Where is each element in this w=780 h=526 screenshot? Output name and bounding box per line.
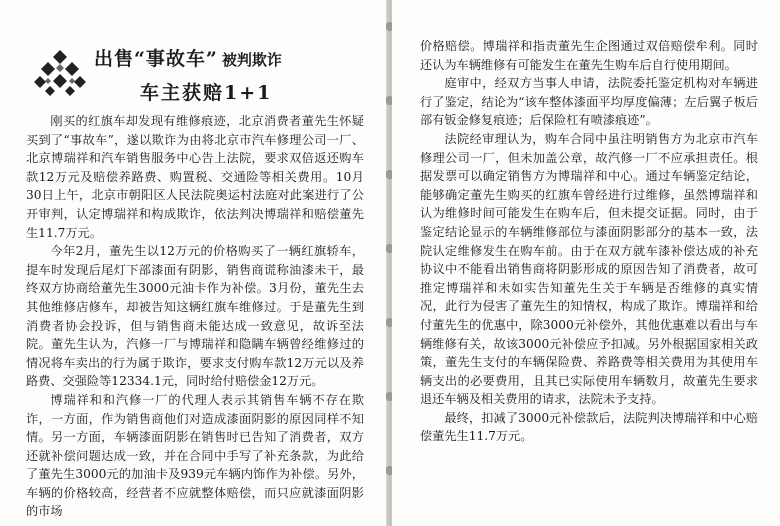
paragraph: 最终，扣减了3000元补偿款后，法院判决博瑞祥和中心赔偿董先生11.7万元。 — [420, 410, 758, 444]
headline-sub: 被判欺诈 — [221, 51, 282, 69]
diamond-cluster-icon — [34, 48, 86, 100]
paragraph: 刚买的红旗车却发现有维修痕迹，北京消费者董先生怀疑买到了“事故车”，遂以欺诈为由将北京市汽车修理公司一厂、北京博瑞祥和汽车销售服务中心告上法院，要求双倍返还购车款12万元及赔偿养路费、购置税、交通险等相关费用。10月30日上午，北京市朝阳区人民法院奥运村法庭对此案进行了公开审判，认定博瑞祥和构成欺诈，依法判决博瑞祥和赔偿董先生11.7万元。 — [26, 114, 364, 240]
left-page — [0, 0, 388, 526]
headline-main: 出售“事故车” — [94, 48, 218, 70]
right-column-text — [420, 37, 758, 446]
paragraph: 价格赔偿。博瑞祥和指责董先生企图通过双倍赔偿牟利。同时还认为车辆维修有可能发生在董先生购车后自行使用期间。 — [420, 39, 758, 72]
article-title-block — [30, 42, 370, 114]
article-subheadline: 车主获赔1+1 — [140, 82, 273, 104]
paragraph: 博瑞祥和和汽修一厂的代理人表示其销售车辆不存在欺诈，一方面，作为销售商他们对造成漆面阴影的原因同样不知情。另一方面，车辆漆面阴影在销售时已告知了消费者，双方还就补偿问题达成一致，并在合同中手写了补充条款，为此给了董先生3000元的加油卡及939元车辆内饰作为补偿。另外，车辆的价格较高，经营者不应就整体赔偿，而只应就漆面阴影的市场 — [26, 392, 364, 519]
paragraph: 今年2月，董先生以12万元的价格购买了一辆红旗轿车，提车时发现后尾灯下部漆面有阴影，销售商谎称油漆未干，最终双方协商给董先生3000元油卡作为补偿。3月份，董先生去其他维修店修车，却被告知这辆红旗车维修过。于是董先生到消费者协会投诉，但与销售商未能达成一致意见，故诉至法院。董先生认为，汽修一厂与博瑞祥和隐瞒车辆曾经维修过的情况将车卖出的行为属于欺诈，要求支付购车款12万元以及养路费、交强险等12334.1元，同时给付赔偿金12万元。 — [26, 244, 364, 389]
right-page — [392, 0, 780, 526]
paragraph: 庭审中，经双方当事人申请，法院委托鉴定机构对车辆进行了鉴定，结论为“该车整体漆面平均厚度偏薄；左后翼子板后部有钣金修复痕迹；后保险杠有喷漆痕迹”。 — [420, 76, 758, 128]
paragraph: 法院经审理认为，购车合同中虽注明销售方为北京市汽车修理公司一厂，但未加盖公章，故汽修一厂不应承担责任。根据发票可以确定销售方为博瑞祥和中心。通过车辆鉴定结论，能够确定董先生购买的红旗车曾经进行过维修，虽然博瑞祥和认为维修时间可能发生在购车后，但未提交证据。同时，由于鉴定结论显示的车辆维修部位与漆面阴影部分的基本一致，法院认定维修发生在购车前。由于在双方就车漆补偿达成的补充协议中不能看出销售商将阴影形成的原因告知了消费者，故可推定博瑞祥和未如实告知董先生关于车辆是否维修的真实情况，此行为侵害了董先生的知情权，构成了欺诈。博瑞祥和给付董先生的优惠中，除3000元补偿外，其他优惠难以看出与车辆维修有关，故该3000元补偿应予扣减。另外根据国家相关政策，董先生支付的车辆保险费、养路费等相关费用为其使用车辆支出的必要费用，且其已实际使用车辆数月，故董先生要求退还车辆及相关费用的请求，法院未予支持。 — [420, 131, 758, 407]
article-headline — [94, 44, 282, 71]
left-column-text — [26, 112, 364, 521]
